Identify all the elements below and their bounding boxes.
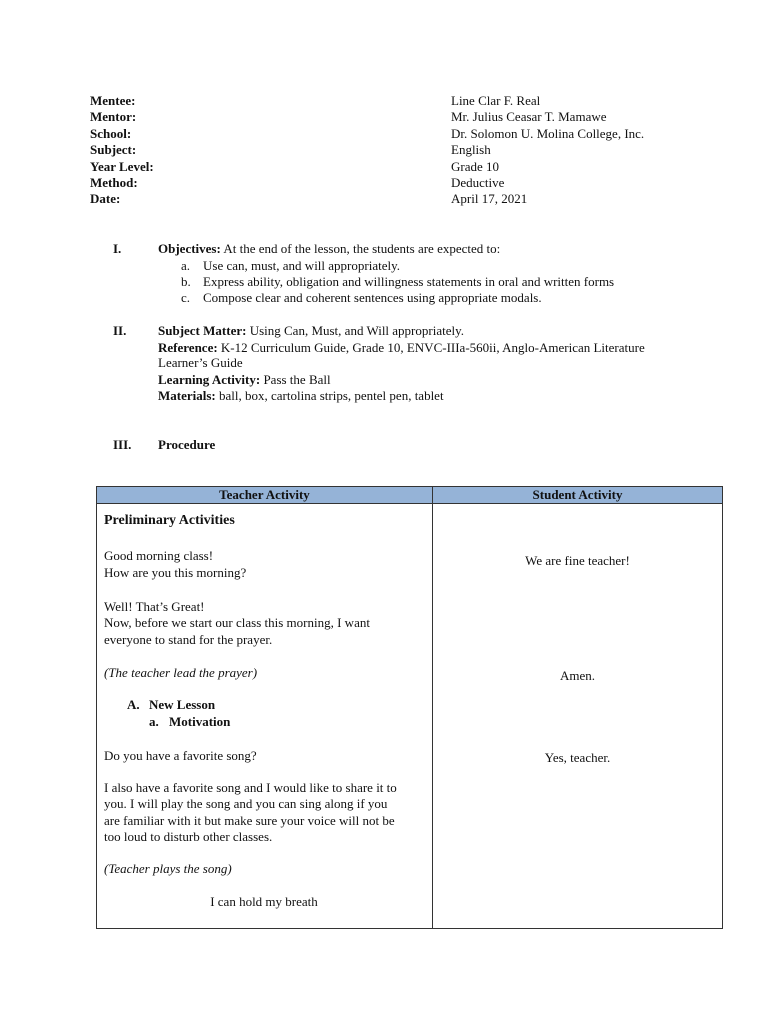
procedure-label: Procedure bbox=[158, 437, 216, 452]
info-label: Year Level: bbox=[90, 159, 154, 174]
teacher-line: too loud to disturb other classes. bbox=[104, 829, 273, 844]
teacher-line: are familiar with it but make sure your voice will not be bbox=[104, 813, 395, 828]
section-numeral: II. bbox=[113, 323, 127, 338]
procedure-table bbox=[96, 486, 723, 929]
teacher-line: you. I will play the song and you can sing along if you bbox=[104, 796, 388, 811]
teacher-stage-direction: (The teacher lead the prayer) bbox=[104, 665, 258, 680]
new-lesson-label: New Lesson bbox=[149, 697, 216, 712]
info-row-subject bbox=[90, 142, 690, 158]
objective-item bbox=[181, 290, 542, 306]
student-response: Yes, teacher. bbox=[544, 750, 611, 765]
objective-text: Express ability, obligation and willingness statements in oral and written forms bbox=[203, 274, 615, 289]
learning-activity-label: Learning Activity: bbox=[158, 372, 261, 387]
info-label: Mentor: bbox=[90, 109, 137, 124]
objectives-intro bbox=[158, 241, 718, 257]
teacher-line: Good morning class! bbox=[104, 548, 214, 563]
objective-item bbox=[181, 258, 400, 274]
teacher-line: everyone to stand for the prayer. bbox=[104, 632, 273, 647]
info-value: Deductive bbox=[451, 175, 505, 190]
info-row-method bbox=[90, 175, 690, 191]
learning-activity-text: Pass the Ball bbox=[260, 372, 331, 387]
song-lyric: I can hold my breath bbox=[210, 894, 318, 909]
teacher-line: How are you this morning? bbox=[104, 565, 247, 580]
teacher-activity-header: Teacher Activity bbox=[219, 487, 310, 502]
materials-line bbox=[158, 388, 718, 404]
teacher-line: Do you have a favorite song? bbox=[104, 748, 257, 763]
objective-item bbox=[181, 274, 614, 290]
info-value: Dr. Solomon U. Molina College, Inc. bbox=[451, 126, 645, 141]
subject-matter-text: Using Can, Must, and Will appropriately. bbox=[246, 323, 464, 338]
info-row-date bbox=[90, 191, 690, 207]
new-lesson-heading bbox=[127, 697, 447, 713]
learning-activity-line bbox=[158, 372, 718, 388]
objective-letter: a. bbox=[181, 258, 191, 273]
subject-matter-line bbox=[158, 323, 718, 339]
info-label: Subject: bbox=[90, 142, 137, 157]
info-value: Line Clar F. Real bbox=[451, 93, 541, 108]
section-numeral: I. bbox=[113, 241, 122, 256]
student-activity-header: Student Activity bbox=[532, 487, 623, 502]
info-label: Date: bbox=[90, 191, 121, 206]
student-response: Amen. bbox=[559, 668, 596, 683]
student-response: We are fine teacher! bbox=[525, 553, 630, 568]
teacher-line: I also have a favorite song and I would like to share it to bbox=[104, 780, 397, 795]
objective-letter: b. bbox=[181, 274, 191, 289]
subject-matter-label: Subject Matter: bbox=[158, 323, 247, 338]
info-row-mentor bbox=[90, 109, 690, 125]
preliminary-activities-heading: Preliminary Activities bbox=[104, 513, 235, 528]
objectives-label: Objectives: bbox=[158, 241, 221, 256]
materials-text: ball, box, cartolina strips, pentel pen, tablet bbox=[215, 388, 444, 403]
new-lesson-letter: A. bbox=[127, 697, 140, 712]
table-header-row bbox=[97, 487, 722, 504]
objective-text: Use can, must, and will appropriately. bbox=[203, 258, 400, 273]
info-row-year-level bbox=[90, 159, 690, 175]
info-row-mentee bbox=[90, 93, 690, 109]
motivation-label: Motivation bbox=[169, 714, 231, 729]
objective-letter: c. bbox=[181, 290, 191, 305]
info-value: Mr. Julius Ceasar T. Mamawe bbox=[451, 109, 607, 124]
teacher-line: Well! That’s Great! bbox=[104, 599, 205, 614]
reference-text: K-12 Curriculum Guide, Grade 10, ENVC-IIIa-560ii, Anglo-American Literature bbox=[217, 340, 645, 355]
reference-label: Reference: bbox=[158, 340, 218, 355]
info-label: Mentee: bbox=[90, 93, 136, 108]
info-value: Grade 10 bbox=[451, 159, 500, 174]
motivation-heading bbox=[149, 714, 469, 730]
info-value: English bbox=[451, 142, 491, 157]
objectives-text: At the end of the lesson, the students are expected to: bbox=[220, 241, 501, 256]
motivation-letter: a. bbox=[149, 714, 159, 729]
section-numeral: III. bbox=[113, 437, 132, 452]
materials-label: Materials: bbox=[158, 388, 216, 403]
reference-line bbox=[158, 340, 718, 356]
info-label: School: bbox=[90, 126, 132, 141]
info-row-school bbox=[90, 126, 690, 142]
info-label: Method: bbox=[90, 175, 138, 190]
teacher-stage-direction: (Teacher plays the song) bbox=[104, 861, 232, 876]
info-value: April 17, 2021 bbox=[451, 191, 528, 206]
teacher-line: Now, before we start our class this morning, I want bbox=[104, 615, 370, 630]
reference-line-2: Learner’s Guide bbox=[158, 355, 243, 370]
objective-text: Compose clear and coherent sentences using appropriate modals. bbox=[203, 290, 542, 305]
